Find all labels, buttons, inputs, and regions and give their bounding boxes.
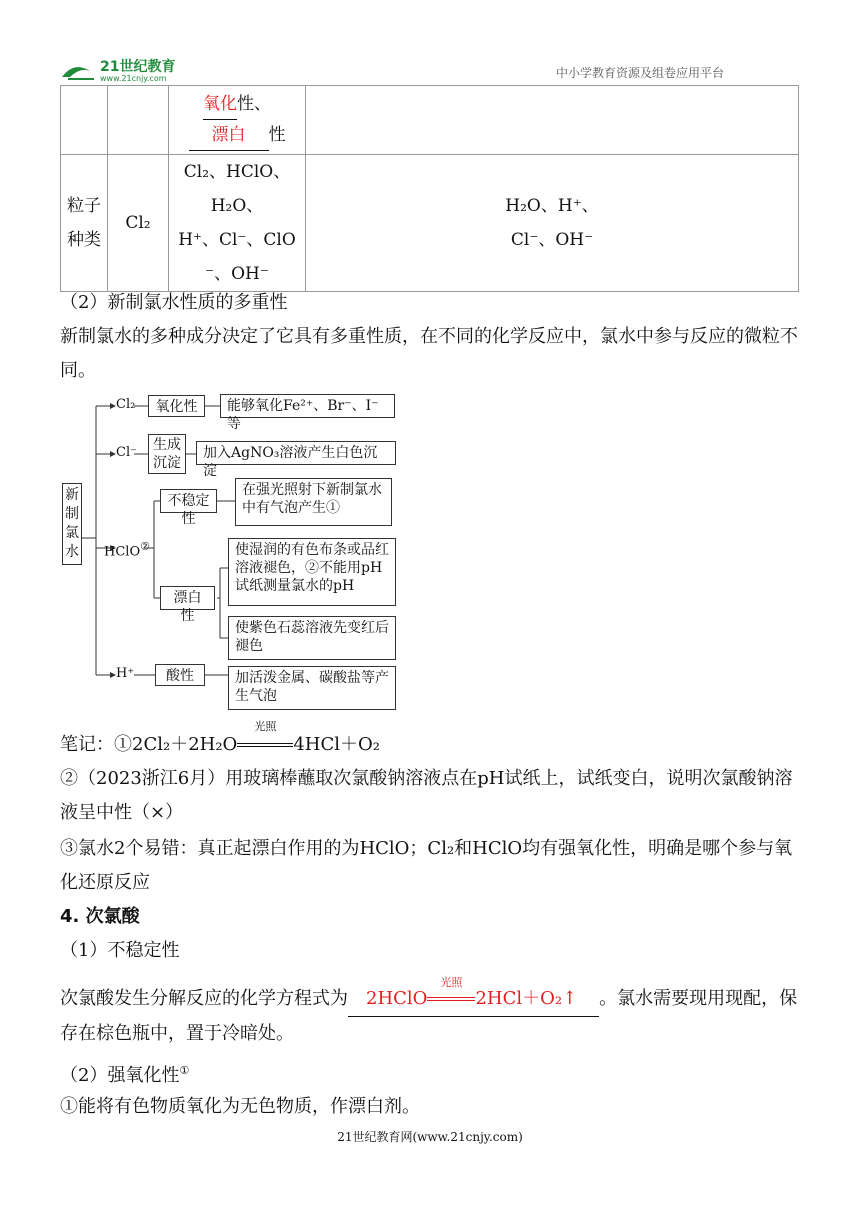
fill-bleaching: 漂白 — [189, 120, 269, 151]
node-cl2: Cl₂ — [116, 397, 136, 412]
table-row: 氧化性、 漂白 性 — [61, 86, 799, 155]
site-logo — [60, 57, 220, 83]
note-line2: ②（2023浙江6月）用玻璃棒蘸取次氯酸钠溶液点在pH试纸上，试纸变白，说明次氯酸钠溶液呈中性（×） — [60, 768, 793, 823]
prop-unstable: 不稳定性 — [160, 489, 217, 513]
desc-bleaching: 使湿润的有色布条或品红溶液褪色，②不能用pH试纸测量氯水的pH — [228, 538, 396, 606]
prop-acidic: 酸性 — [155, 664, 205, 686]
section4-point1: ①能将有色物质氧化为无色物质，作漂白剂。 — [60, 1096, 420, 1117]
desc-acidic: 加活泼金属、碳酸盐等产生气泡 — [228, 666, 396, 710]
chlorine-water-table — [60, 85, 799, 292]
cell-new-water: Cl₂、HClO、 H₂O、 H⁺、Cl⁻、ClO ⁻、OH⁻ — [169, 155, 306, 292]
desc-litmus: 使紫色石蕊溶液先变红后褪色 — [228, 616, 396, 660]
section4-heading: 4. 次氯酸 — [60, 906, 140, 927]
prop-bleaching: 漂白性 — [160, 586, 215, 610]
note-line3: ③氯水2个易错：真正起漂白作用的为HClO；Cl₂和HClO均有强氧化性，明确是哪个参与氧化还原反应 — [60, 838, 793, 893]
properties-diagram — [60, 388, 400, 713]
section-heading: （2）新制氯水性质的多重性 — [60, 292, 288, 313]
prop-oxidizing: 氧化性 — [148, 395, 205, 417]
prop-precipitate: 生成沉淀 — [148, 434, 186, 474]
page-footer: 21世纪教育网(www.21cnjy.com) — [337, 1130, 523, 1144]
desc-oxidizing: 能够氧化Fe²⁺、Br⁻、I⁻等 — [220, 394, 395, 418]
row-label: 粒子 种类 — [61, 155, 108, 292]
section4-eq-line: 次氯酸发生分解反应的化学方程式为 2HClO 光照 2HCl＋O₂↑ 。氯水需要现用现配，保存在棕色瓶中，置于冷暗处。 — [60, 976, 798, 1044]
cell-old-water: H₂O、H⁺、 Cl⁻、OH⁻ — [306, 155, 799, 292]
section-desc: 新制氯水的多种成分决定了它具有多重性质，在不同的化学反应中，氯水中参与反应的微粒不同。 — [60, 326, 798, 381]
platform-label: 中小学教育资源及组卷应用平台 — [555, 66, 724, 80]
desc-precipitate: 加入AgNO₃溶液产生白色沉淀 — [196, 441, 396, 465]
logo-title: 21世纪教育 — [100, 59, 176, 75]
node-cl-ion: Cl⁻ — [116, 445, 137, 460]
node-h-ion: H⁺ — [116, 666, 135, 681]
section4-sub2: （2）强氧化性① — [60, 1064, 190, 1086]
section4-sub1: （1）不稳定性 — [60, 940, 180, 961]
table-row — [61, 155, 799, 292]
cell-molecules-cl2: Cl₂ — [108, 155, 169, 292]
logo-url: www.21cnjy.com — [100, 74, 167, 83]
node-root: 新制氯水 — [62, 483, 82, 565]
fill-oxidation: 氧化 — [203, 89, 237, 120]
desc-unstable: 在强光照射下新制氯水中有气泡产生① — [235, 478, 392, 526]
node-hclo: HClO② — [104, 540, 150, 560]
note-line1: 笔记：①2Cl₂＋2H₂O 光照 4HCl＋O₂ — [60, 720, 380, 755]
